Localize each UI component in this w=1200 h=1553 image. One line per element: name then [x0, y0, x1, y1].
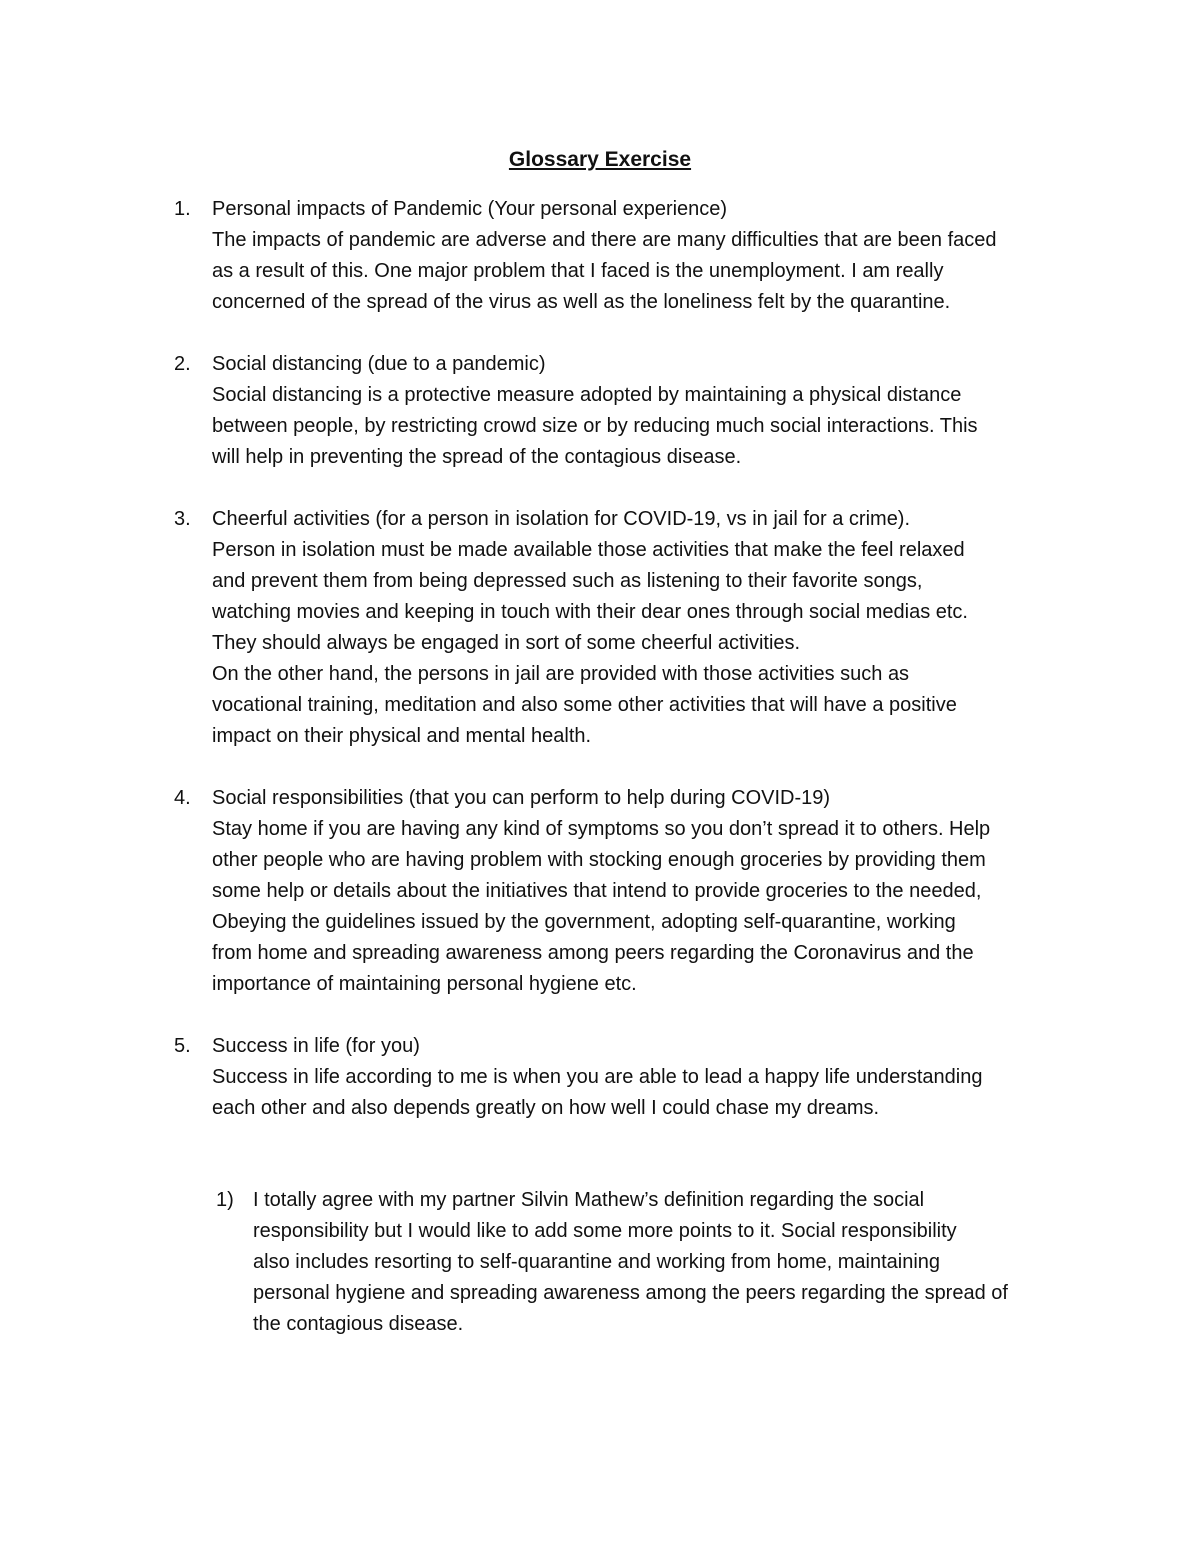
item-number: 3. [174, 508, 191, 530]
glossary-item-2 [0, 349, 1200, 473]
item-heading: Personal impacts of Pandemic (Your personal experience) [212, 198, 728, 220]
response-text-line: also includes resorting to self-quarantine and working from home, maintaining [253, 1251, 941, 1273]
item-text-line: concerned of the spread of the virus as well as the loneliness felt by the quarantine. [212, 291, 951, 313]
glossary-item-1 [0, 194, 1200, 318]
item-text-line: from home and spreading awareness among peers regarding the Coronavirus and the [212, 942, 974, 964]
item-text-line: importance of maintaining personal hygiene etc. [212, 973, 637, 995]
response-text-line: the contagious disease. [253, 1313, 464, 1335]
item-heading: Social responsibilities (that you can perform to help during COVID-19) [212, 787, 831, 809]
item-heading: Success in life (for you) [212, 1035, 420, 1057]
item-text-line: Social distancing is a protective measure adopted by maintaining a physical distance [212, 384, 962, 406]
item-text-line: between people, by restricting crowd size or by reducing much social interactions. This [212, 415, 978, 437]
item-text-line: impact on their physical and mental health. [212, 725, 592, 747]
response-text-line: I totally agree with my partner Silvin Mathew’s definition regarding the social [253, 1189, 925, 1211]
response-number: 1) [216, 1189, 234, 1211]
item-number: 1. [174, 198, 191, 220]
item-text-line: Person in isolation must be made available those activities that make the feel relaxed [212, 539, 965, 561]
item-text-line: each other and also depends greatly on how well I could chase my dreams. [212, 1097, 880, 1119]
item-text-line: some help or details about the initiatives that intend to provide groceries to the needed, [212, 880, 982, 902]
response-text-line: responsibility but I would like to add some more points to it. Social responsibility [253, 1220, 957, 1242]
item-text-line: The impacts of pandemic are adverse and there are many difficulties that are been faced [212, 229, 997, 251]
item-text-line: Stay home if you are having any kind of symptoms so you don’t spread it to others. Help [212, 818, 991, 840]
item-number: 5. [174, 1035, 191, 1057]
item-number: 2. [174, 353, 191, 375]
item-text-line: watching movies and keeping in touch with their dear ones through social medias etc. [212, 601, 968, 623]
item-text-line: and prevent them from being depressed such as listening to their favorite songs, [212, 570, 923, 592]
item-text-line: Success in life according to me is when you are able to lead a happy life understanding [212, 1066, 983, 1088]
item-number: 4. [174, 787, 191, 809]
item-text-line: will help in preventing the spread of the contagious disease. [212, 446, 742, 468]
glossary-item-3 [0, 504, 1200, 752]
item-text-line: other people who are having problem with stocking enough groceries by providing them [212, 849, 986, 871]
document-title: Glossary Exercise [508, 148, 692, 171]
response-text-line: personal hygiene and spreading awareness among the peers regarding the spread of [253, 1282, 1008, 1304]
item-text-line: vocational training, meditation and also some other activities that will have a positive [212, 694, 957, 716]
glossary-list [0, 194, 1200, 1155]
item-heading: Social distancing (due to a pandemic) [212, 353, 546, 375]
item-text-line: On the other hand, the persons in jail are provided with those activities such as [212, 663, 910, 685]
item-heading: Cheerful activities (for a person in isolation for COVID-19, vs in jail for a crime). [212, 508, 911, 530]
response-item-1 [0, 1185, 1200, 1340]
item-text-line: They should always be engaged in sort of some cheerful activities. [212, 632, 801, 654]
item-text-line: Obeying the guidelines issued by the government, adopting self-quarantine, working [212, 911, 956, 933]
item-text-line: as a result of this. One major problem that I faced is the unemployment. I am really [212, 260, 944, 282]
response-list [0, 1185, 1200, 1340]
glossary-item-5 [0, 1031, 1200, 1124]
glossary-item-4 [0, 783, 1200, 1000]
